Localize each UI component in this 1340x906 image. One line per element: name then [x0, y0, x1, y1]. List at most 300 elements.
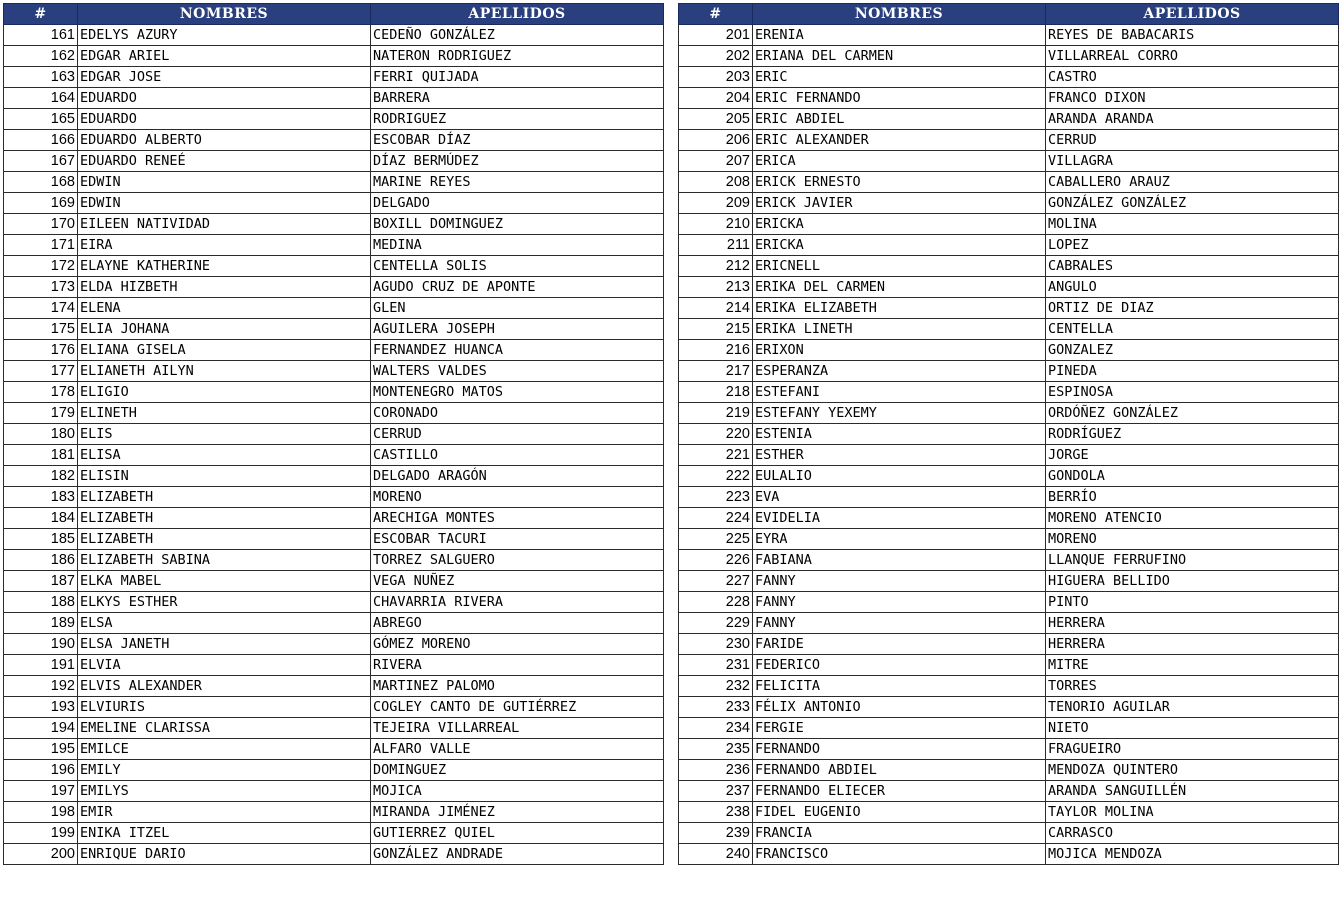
table-body-right [679, 25, 1339, 865]
row-apellidos: CERRUD [371, 424, 664, 445]
row-apellidos: MOJICA MENDOZA [1046, 844, 1339, 865]
row-nombres: ELVIA [78, 655, 371, 676]
row-nombres: FERNANDO ELIECER [753, 781, 1046, 802]
row-apellidos: ESPINOSA [1046, 382, 1339, 403]
row-number: 185 [4, 529, 78, 550]
row-apellidos: GONZALEZ [1046, 340, 1339, 361]
row-nombres: EDELYS AZURY [78, 25, 371, 46]
row-apellidos: PINTO [1046, 592, 1339, 613]
row-nombres: ELISA [78, 445, 371, 466]
table-row [679, 235, 1339, 256]
row-number: 235 [679, 739, 753, 760]
row-apellidos: MIRANDA JIMÉNEZ [371, 802, 664, 823]
table-row [679, 277, 1339, 298]
row-number: 165 [4, 109, 78, 130]
row-nombres: ELIANA GISELA [78, 340, 371, 361]
table-row [4, 613, 664, 634]
row-apellidos: CENTELLA [1046, 319, 1339, 340]
table-row [4, 676, 664, 697]
row-number: 174 [4, 298, 78, 319]
row-nombres: EVIDELIA [753, 508, 1046, 529]
row-nombres: EMILCE [78, 739, 371, 760]
row-apellidos: LOPEZ [1046, 235, 1339, 256]
row-nombres: EDUARDO [78, 88, 371, 109]
row-nombres: FANNY [753, 613, 1046, 634]
row-nombres: ENIKA ITZEL [78, 823, 371, 844]
row-nombres: ELVIURIS [78, 697, 371, 718]
row-number: 236 [679, 760, 753, 781]
row-nombres: EYRA [753, 529, 1046, 550]
table-row [679, 67, 1339, 88]
row-apellidos: CABRALES [1046, 256, 1339, 277]
row-number: 168 [4, 172, 78, 193]
table-row [679, 739, 1339, 760]
row-apellidos: FERRI QUIJADA [371, 67, 664, 88]
row-number: 180 [4, 424, 78, 445]
row-number: 195 [4, 739, 78, 760]
row-number: 209 [679, 193, 753, 214]
row-apellidos: CASTILLO [371, 445, 664, 466]
row-nombres: ELENA [78, 298, 371, 319]
table-row [679, 25, 1339, 46]
table-row [679, 319, 1339, 340]
row-apellidos: MORENO [371, 487, 664, 508]
table-row [679, 592, 1339, 613]
row-apellidos: ARANDA SANGUILLÉN [1046, 781, 1339, 802]
table-row [4, 298, 664, 319]
row-nombres: EMILYS [78, 781, 371, 802]
row-number: 225 [679, 529, 753, 550]
table-row [679, 823, 1339, 844]
table-row [4, 445, 664, 466]
row-number: 166 [4, 130, 78, 151]
row-apellidos: ARANDA ARANDA [1046, 109, 1339, 130]
row-nombres: EVA [753, 487, 1046, 508]
row-apellidos: PINEDA [1046, 361, 1339, 382]
row-number: 230 [679, 634, 753, 655]
row-apellidos: BOXILL DOMINGUEZ [371, 214, 664, 235]
row-number: 192 [4, 676, 78, 697]
row-nombres: ELSA [78, 613, 371, 634]
row-apellidos: ORTIZ DE DIAZ [1046, 298, 1339, 319]
row-apellidos: JORGE [1046, 445, 1339, 466]
row-nombres: EILEEN NATIVIDAD [78, 214, 371, 235]
row-nombres: ELSA JANETH [78, 634, 371, 655]
row-number: 170 [4, 214, 78, 235]
row-nombres: ELISIN [78, 466, 371, 487]
row-number: 190 [4, 634, 78, 655]
row-apellidos: HERRERA [1046, 634, 1339, 655]
row-nombres: FANNY [753, 592, 1046, 613]
table-row [4, 760, 664, 781]
row-nombres: ERIC ALEXANDER [753, 130, 1046, 151]
row-nombres: EDUARDO ALBERTO [78, 130, 371, 151]
table-row [4, 25, 664, 46]
table-row [679, 508, 1339, 529]
row-nombres: ERIC FERNANDO [753, 88, 1046, 109]
row-nombres: EDGAR JOSE [78, 67, 371, 88]
row-apellidos: RODRÍGUEZ [1046, 424, 1339, 445]
row-nombres: ENRIQUE DARIO [78, 844, 371, 865]
row-nombres: FRANCIA [753, 823, 1046, 844]
row-number: 179 [4, 403, 78, 424]
row-apellidos: MORENO [1046, 529, 1339, 550]
table-row [679, 760, 1339, 781]
table-row [679, 361, 1339, 382]
row-apellidos: TORREZ SALGUERO [371, 550, 664, 571]
row-number: 186 [4, 550, 78, 571]
row-apellidos: CEDEÑO GONZÁLEZ [371, 25, 664, 46]
table-row [4, 130, 664, 151]
table-row [4, 655, 664, 676]
row-number: 204 [679, 88, 753, 109]
row-number: 216 [679, 340, 753, 361]
row-nombres: ELIS [78, 424, 371, 445]
row-number: 199 [4, 823, 78, 844]
row-apellidos: DELGADO [371, 193, 664, 214]
row-apellidos: VILLAGRA [1046, 151, 1339, 172]
table-row [4, 697, 664, 718]
table-row [4, 256, 664, 277]
row-nombres: ERIC ABDIEL [753, 109, 1046, 130]
row-apellidos: ORDÓÑEZ GONZÁLEZ [1046, 403, 1339, 424]
row-nombres: ELIGIO [78, 382, 371, 403]
row-nombres: ERICK ERNESTO [753, 172, 1046, 193]
table-row [4, 403, 664, 424]
row-nombres: ESTHER [753, 445, 1046, 466]
row-number: 167 [4, 151, 78, 172]
row-number: 237 [679, 781, 753, 802]
row-number: 222 [679, 466, 753, 487]
table-row [4, 424, 664, 445]
row-apellidos: MARTINEZ PALOMO [371, 676, 664, 697]
header-apellidos: APELLIDOS [371, 4, 664, 25]
table-row [679, 403, 1339, 424]
row-nombres: ERENIA [753, 25, 1046, 46]
row-number: 200 [4, 844, 78, 865]
table-row [679, 802, 1339, 823]
row-apellidos: BARRERA [371, 88, 664, 109]
row-nombres: ERICK JAVIER [753, 193, 1046, 214]
row-nombres: ELIZABETH [78, 508, 371, 529]
row-number: 173 [4, 277, 78, 298]
table-row [4, 487, 664, 508]
table-row [4, 592, 664, 613]
table-row [679, 130, 1339, 151]
row-apellidos: GÓMEZ MORENO [371, 634, 664, 655]
row-nombres: EDWIN [78, 172, 371, 193]
names-table-right [678, 3, 1339, 865]
table-row [679, 172, 1339, 193]
row-apellidos: BERRÍO [1046, 487, 1339, 508]
row-nombres: ERICKA [753, 214, 1046, 235]
table-row [4, 151, 664, 172]
table-row [4, 550, 664, 571]
table-row [679, 844, 1339, 865]
table-row [679, 781, 1339, 802]
table-row [4, 508, 664, 529]
row-apellidos: CENTELLA SOLIS [371, 256, 664, 277]
table-row [4, 802, 664, 823]
row-number: 182 [4, 466, 78, 487]
row-nombres: EDUARDO [78, 109, 371, 130]
table-row [4, 235, 664, 256]
row-nombres: FANNY [753, 571, 1046, 592]
table-row [679, 718, 1339, 739]
table-row [679, 382, 1339, 403]
row-number: 197 [4, 781, 78, 802]
row-apellidos: MOJICA [371, 781, 664, 802]
row-apellidos: LLANQUE FERRUFINO [1046, 550, 1339, 571]
row-nombres: ELIZABETH [78, 487, 371, 508]
row-nombres: ERICKA [753, 235, 1046, 256]
row-nombres: ERIANA DEL CARMEN [753, 46, 1046, 67]
row-nombres: EMIR [78, 802, 371, 823]
table-row [4, 214, 664, 235]
row-number: 177 [4, 361, 78, 382]
row-number: 183 [4, 487, 78, 508]
table-row [679, 193, 1339, 214]
table-row [4, 109, 664, 130]
row-number: 210 [679, 214, 753, 235]
row-apellidos: NIETO [1046, 718, 1339, 739]
row-nombres: ELINETH [78, 403, 371, 424]
row-nombres: ELVIS ALEXANDER [78, 676, 371, 697]
row-number: 220 [679, 424, 753, 445]
row-nombres: ERIKA ELIZABETH [753, 298, 1046, 319]
row-number: 201 [679, 25, 753, 46]
row-nombres: FERNANDO [753, 739, 1046, 760]
row-apellidos: ANGULO [1046, 277, 1339, 298]
row-apellidos: TORRES [1046, 676, 1339, 697]
row-number: 219 [679, 403, 753, 424]
row-nombres: ESTEFANY YEXEMY [753, 403, 1046, 424]
row-number: 234 [679, 718, 753, 739]
row-number: 171 [4, 235, 78, 256]
row-apellidos: ESCOBAR DÍAZ [371, 130, 664, 151]
header-nombres: NOMBRES [753, 4, 1046, 25]
row-number: 172 [4, 256, 78, 277]
row-number: 178 [4, 382, 78, 403]
header-apellidos: APELLIDOS [1046, 4, 1339, 25]
row-nombres: FIDEL EUGENIO [753, 802, 1046, 823]
table-row [679, 697, 1339, 718]
row-apellidos: HIGUERA BELLIDO [1046, 571, 1339, 592]
row-number: 214 [679, 298, 753, 319]
table-row [679, 151, 1339, 172]
table-row [4, 88, 664, 109]
row-number: 206 [679, 130, 753, 151]
table-row [4, 361, 664, 382]
table-row [679, 445, 1339, 466]
row-number: 198 [4, 802, 78, 823]
row-apellidos: ESCOBAR TACURI [371, 529, 664, 550]
row-number: 189 [4, 613, 78, 634]
table-row [4, 67, 664, 88]
row-number: 229 [679, 613, 753, 634]
row-nombres: EMILY [78, 760, 371, 781]
row-nombres: ELIZABETH [78, 529, 371, 550]
row-nombres: EDGAR ARIEL [78, 46, 371, 67]
row-nombres: FERGIE [753, 718, 1046, 739]
row-apellidos: DOMINGUEZ [371, 760, 664, 781]
row-nombres: FRANCISCO [753, 844, 1046, 865]
table-row [679, 550, 1339, 571]
row-nombres: ELDA HIZBETH [78, 277, 371, 298]
row-apellidos: MITRE [1046, 655, 1339, 676]
table-row [679, 109, 1339, 130]
row-number: 211 [679, 235, 753, 256]
table-row [4, 193, 664, 214]
table-row [4, 340, 664, 361]
row-apellidos: MONTENEGRO MATOS [371, 382, 664, 403]
row-number: 164 [4, 88, 78, 109]
row-number: 191 [4, 655, 78, 676]
row-number: 239 [679, 823, 753, 844]
table-row [4, 739, 664, 760]
table-row [4, 172, 664, 193]
table-row [4, 571, 664, 592]
row-number: 184 [4, 508, 78, 529]
row-number: 193 [4, 697, 78, 718]
row-apellidos: TEJEIRA VILLARREAL [371, 718, 664, 739]
row-apellidos: MARINE REYES [371, 172, 664, 193]
row-apellidos: ALFARO VALLE [371, 739, 664, 760]
row-apellidos: MENDOZA QUINTERO [1046, 760, 1339, 781]
row-apellidos: WALTERS VALDES [371, 361, 664, 382]
row-number: 218 [679, 382, 753, 403]
row-number: 228 [679, 592, 753, 613]
row-nombres: ELIZABETH SABINA [78, 550, 371, 571]
row-number: 221 [679, 445, 753, 466]
row-number: 188 [4, 592, 78, 613]
table-row [679, 571, 1339, 592]
row-apellidos: RODRIGUEZ [371, 109, 664, 130]
row-number: 205 [679, 109, 753, 130]
table-row [679, 655, 1339, 676]
row-nombres: EDWIN [78, 193, 371, 214]
row-apellidos: REYES DE BABACARIS [1046, 25, 1339, 46]
row-apellidos: RIVERA [371, 655, 664, 676]
table-row [4, 466, 664, 487]
table-row [679, 424, 1339, 445]
row-number: 215 [679, 319, 753, 340]
row-number: 231 [679, 655, 753, 676]
row-apellidos: CASTRO [1046, 67, 1339, 88]
table-row [679, 676, 1339, 697]
row-apellidos: CERRUD [1046, 130, 1339, 151]
row-apellidos: GUTIERREZ QUIEL [371, 823, 664, 844]
table-body-left [4, 25, 664, 865]
row-nombres: FEDERICO [753, 655, 1046, 676]
row-nombres: ERIC [753, 67, 1046, 88]
row-number: 176 [4, 340, 78, 361]
table-row [679, 214, 1339, 235]
table-row [4, 319, 664, 340]
row-apellidos: CHAVARRIA RIVERA [371, 592, 664, 613]
row-number: 202 [679, 46, 753, 67]
row-apellidos: TENORIO AGUILAR [1046, 697, 1339, 718]
table-row [4, 781, 664, 802]
row-number: 223 [679, 487, 753, 508]
row-nombres: FERNANDO ABDIEL [753, 760, 1046, 781]
row-nombres: ERIKA DEL CARMEN [753, 277, 1046, 298]
row-nombres: ELAYNE KATHERINE [78, 256, 371, 277]
table-row [4, 277, 664, 298]
table-row [679, 529, 1339, 550]
table-row [4, 382, 664, 403]
header-num: # [679, 4, 753, 25]
row-apellidos: VEGA NUÑEZ [371, 571, 664, 592]
row-number: 194 [4, 718, 78, 739]
row-nombres: FABIANA [753, 550, 1046, 571]
row-apellidos: NATERON RODRIGUEZ [371, 46, 664, 67]
table-row [4, 529, 664, 550]
table-row [679, 46, 1339, 67]
row-number: 162 [4, 46, 78, 67]
row-number: 175 [4, 319, 78, 340]
row-nombres: EMELINE CLARISSA [78, 718, 371, 739]
row-apellidos: VILLARREAL CORRO [1046, 46, 1339, 67]
row-number: 207 [679, 151, 753, 172]
row-apellidos: MEDINA [371, 235, 664, 256]
row-nombres: ERIKA LINETH [753, 319, 1046, 340]
row-nombres: EDUARDO RENEÉ [78, 151, 371, 172]
row-number: 213 [679, 277, 753, 298]
row-number: 224 [679, 508, 753, 529]
row-nombres: FELICITA [753, 676, 1046, 697]
row-apellidos: HERRERA [1046, 613, 1339, 634]
row-apellidos: FERNANDEZ HUANCA [371, 340, 664, 361]
row-number: 181 [4, 445, 78, 466]
row-nombres: ELKA MABEL [78, 571, 371, 592]
row-nombres: FÉLIX ANTONIO [753, 697, 1046, 718]
row-apellidos: DELGADO ARAGÓN [371, 466, 664, 487]
table-row [4, 634, 664, 655]
row-nombres: FARIDE [753, 634, 1046, 655]
table-row [4, 46, 664, 67]
row-number: 232 [679, 676, 753, 697]
header-num: # [4, 4, 78, 25]
names-table-left [3, 3, 664, 865]
row-number: 226 [679, 550, 753, 571]
table-header-row [4, 4, 664, 25]
row-apellidos: FRAGUEIRO [1046, 739, 1339, 760]
row-number: 169 [4, 193, 78, 214]
table-row [679, 613, 1339, 634]
table-row [679, 634, 1339, 655]
row-apellidos: GLEN [371, 298, 664, 319]
table-row [4, 844, 664, 865]
row-nombres: ESTEFANI [753, 382, 1046, 403]
row-nombres: ESPERANZA [753, 361, 1046, 382]
row-apellidos: AGUDO CRUZ DE APONTE [371, 277, 664, 298]
table-row [679, 256, 1339, 277]
table-header-row [679, 4, 1339, 25]
row-apellidos: AGUILERA JOSEPH [371, 319, 664, 340]
row-number: 240 [679, 844, 753, 865]
row-apellidos: GONZÁLEZ GONZÁLEZ [1046, 193, 1339, 214]
row-apellidos: GONZÁLEZ ANDRADE [371, 844, 664, 865]
row-apellidos: MORENO ATENCIO [1046, 508, 1339, 529]
table-row [679, 298, 1339, 319]
row-apellidos: CABALLERO ARAUZ [1046, 172, 1339, 193]
table-row [679, 487, 1339, 508]
row-apellidos: GONDOLA [1046, 466, 1339, 487]
row-number: 212 [679, 256, 753, 277]
row-apellidos: ARECHIGA MONTES [371, 508, 664, 529]
table-row [679, 340, 1339, 361]
